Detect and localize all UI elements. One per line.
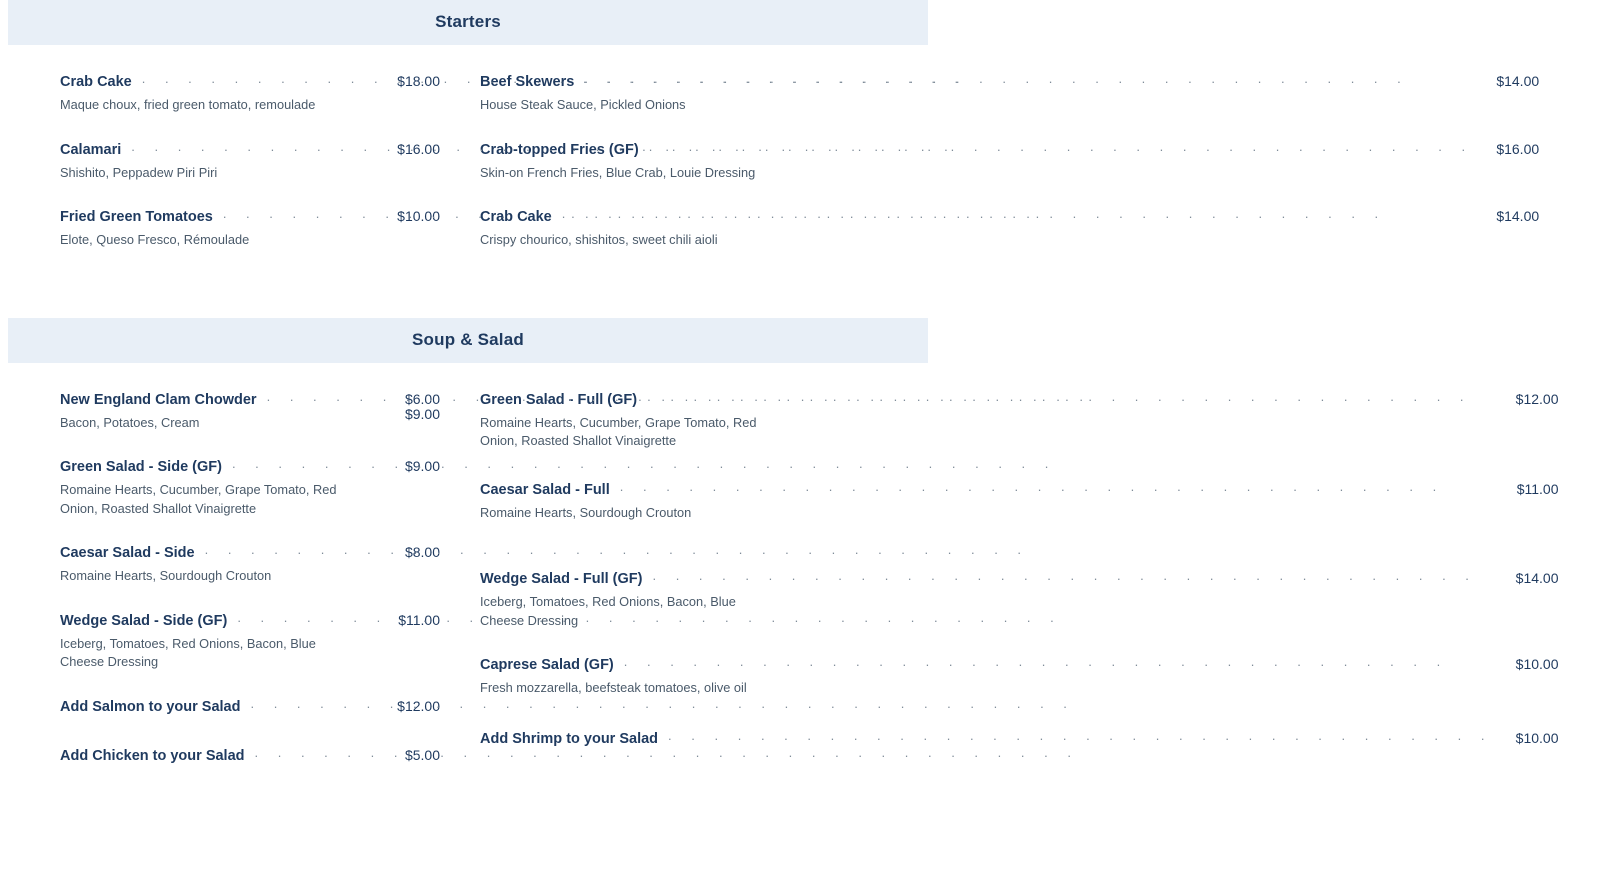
menu-item [480,656,1559,698]
menu-item [60,391,440,433]
menu-item-description: Romaine Hearts, Cucumber, Grape Tomato, Red Onion, Roasted Shallot Vinaigrette [480,414,757,449]
menu-item-description-row [60,405,440,433]
leader-dots [668,728,1492,743]
menu-item-header [480,481,1559,498]
menu-item-description: Bacon, Potatoes, Cream [60,414,200,430]
section-body-soup-salad [0,363,1559,790]
menu-item-name: Caesar Salad - Full [480,481,610,498]
leader-dots [142,71,374,86]
menu-item-name: Beef Skewers [480,74,575,90]
menu-item-header [60,612,440,629]
menu-item-name: Crab-topped Fries (GF) [480,141,639,158]
section-header-starters: Starters [8,0,928,45]
menu-item-secondary-price: $9.00 [404,405,440,422]
menu-item [60,747,440,764]
menu-item-description: House Steak Sauce, Pickled Onions [480,97,686,112]
menu-item-description: Fresh mozzarella, beefsteak tomatoes, olive oil [480,680,747,696]
menu-item-price: $11.00 [398,611,440,628]
leader-dots [237,610,374,625]
leader-dots [131,139,374,154]
menu-item-price: $9.00 [404,458,440,475]
menu-item-header [60,698,440,715]
leader-dots [647,389,1492,404]
section-body-starters [0,45,1540,276]
menu-item-header [60,458,440,475]
menu-item [480,73,1539,115]
menu-item-name: Crab Cake [480,209,552,226]
menu-item [480,481,1559,523]
menu-item-name: Caprese Salad (GF) [480,657,614,674]
menu-item-price: $8.00 [404,544,440,561]
leader-dots [232,456,374,471]
menu-item [60,73,440,115]
menu-item-price: $10.00 [1515,656,1559,673]
menu-item-name: Caesar Salad - Side [60,545,195,562]
menu-item [60,544,440,586]
menu-item-description: Romaine Hearts, Sourdough Crouton [60,568,272,584]
menu-item-header [480,570,1559,587]
menu-item-name: Add Chicken to your Salad [60,747,245,764]
menu-item-description: Iceberg, Tomatoes, Red Onions, Bacon, Blue Cheese Dressing [480,594,736,628]
menu-item-description: Romaine Hearts, Sourdough Crouton [480,504,692,520]
menu-item-price: $16.00 [397,140,440,157]
leader-dots [584,71,1473,86]
menu-item-name: Green Salad - Full (GF) [480,391,638,408]
menu-item-description: Romaine Hearts, Cucumber, Grape Tomato, Red Onion, Roasted Shallot Vinaigrette [60,482,337,516]
menu-item-header [60,73,440,90]
section-header-soup-salad: Soup & Salad [8,318,928,363]
menu-item-name: Crab Cake [60,74,132,90]
leader-dots [562,206,1473,221]
menu-item [60,458,440,518]
menu-item-header [480,208,1539,225]
leader-dots [649,139,1473,154]
soup-salad-left-column [0,391,440,790]
starters-right-column [440,73,1579,276]
menu-item-header [60,391,440,408]
section-spacer [0,276,936,318]
menu-item-description: Skin-on French Fries, Blue Crab, Louie Dressing [480,164,756,180]
leader-dots [620,479,1493,494]
menu-item-name: Wedge Salad - Side (GF) [60,612,228,629]
menu-item-price: $12.00 [1515,390,1559,407]
menu-item-name: Fried Green Tomatoes [60,209,213,226]
menu-item-price: $14.00 [1496,73,1540,89]
menu-item [60,698,440,715]
leader-dots [267,389,374,404]
menu-item-header [60,208,440,225]
menu-item-description: Shishito, Peppadew Piri Piri [60,164,218,180]
menu-item-name: Green Salad - Side (GF) [60,459,222,476]
leader-dots [223,206,374,221]
menu-item-name: New England Clam Chowder [60,391,257,408]
menu-item-description: Iceberg, Tomatoes, Red Onions, Bacon, Blue Cheese Dressing [60,635,316,670]
menu-item-description: Maque choux, fried green tomato, remoulade [60,97,316,112]
menu-item [60,208,440,250]
menu-item-price: $11.00 [1516,480,1559,497]
menu-item-header [480,656,1559,673]
menu-item-name: Add Shrimp to your Salad [480,730,659,747]
leader-dots [250,696,374,711]
menu-item-price: $6.00 [404,390,440,407]
starters-left-column [0,73,440,276]
leader-dots [624,654,1493,669]
menu-item-header [60,544,440,561]
menu-item-description: Crispy chourico, shishitos, sweet chili aioli [480,232,718,248]
menu-item-header [60,141,440,158]
menu-item-price: $16.00 [1496,140,1540,157]
menu-item [480,208,1539,250]
menu-item-name: Calamari [60,141,122,158]
leader-dots [652,568,1492,583]
menu-item [60,141,440,183]
menu-item-price: $12.00 [397,697,440,714]
menu-item-name: Add Salmon to your Salad [60,698,241,715]
menu-item-header [60,747,440,764]
menu-item [60,612,440,672]
leader-dots [255,745,375,760]
menu-item-description: Elote, Queso Fresco, Rémoulade [60,232,250,248]
menu-item-price: $10.00 [397,208,440,225]
leader-dots [205,542,374,557]
menu-item-price: $18.00 [397,73,440,89]
menu-item-header [480,73,1539,90]
menu-item-name: Wedge Salad - Full (GF) [480,571,643,588]
menu-item-price: $5.00 [404,746,440,763]
menu-item-price: $14.00 [1515,570,1559,587]
menu-item-price: $10.00 [1515,729,1559,746]
menu-item-price: $14.00 [1496,208,1540,225]
soup-salad-right-column [440,391,1599,790]
